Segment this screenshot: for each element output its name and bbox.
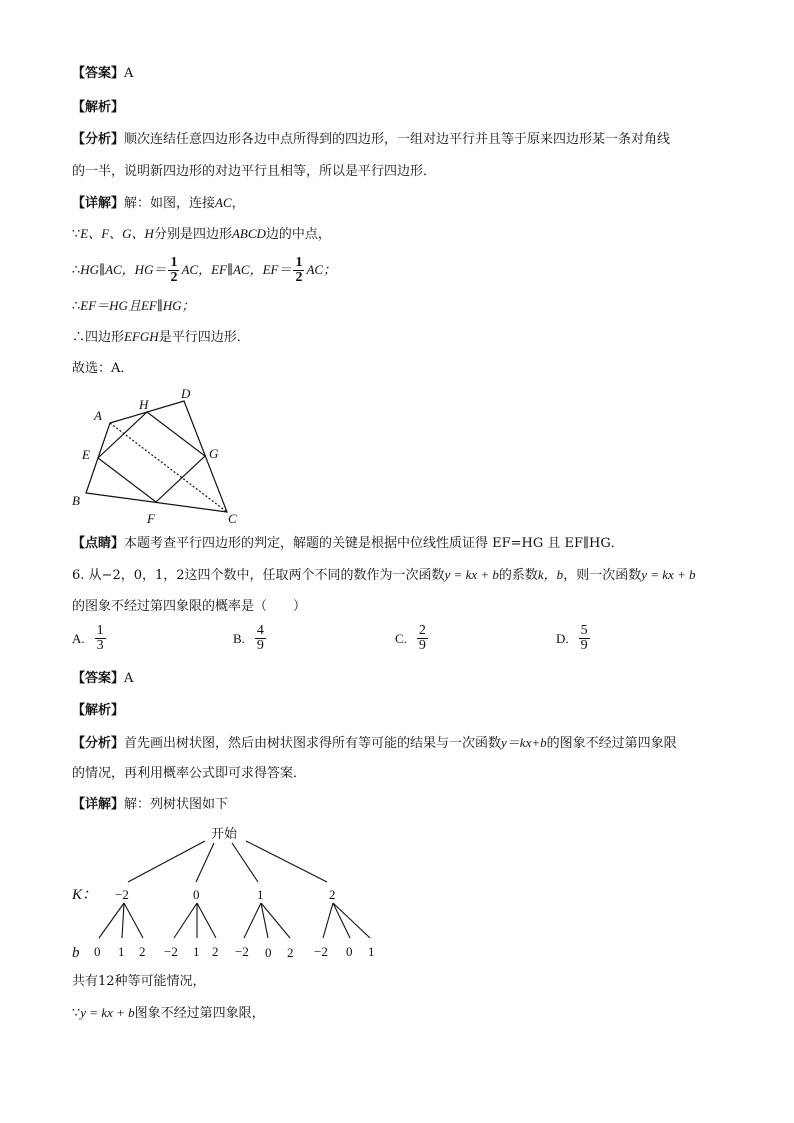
analysis-heading: 【解析】 (72, 100, 125, 115)
tree-branch-k3-b2 (261, 903, 268, 938)
frac-den: 2 (170, 270, 178, 285)
therefore-symbol: ∴ (72, 263, 81, 278)
tree-k4: 2 (329, 887, 336, 902)
label-A: A (94, 408, 102, 423)
therefore-symbol-2: ∴ (72, 299, 81, 314)
tree-branch-k4-b3 (333, 903, 370, 938)
label-B: B (72, 493, 80, 508)
q6-number: 6. (72, 568, 85, 583)
frac-num: 1 (170, 255, 178, 270)
tree-branch-root-k3 (232, 843, 258, 882)
label-C: C (228, 511, 237, 526)
option-b-label: B. (233, 630, 245, 646)
label-H: H (139, 397, 149, 412)
option-a-label: A. (72, 630, 85, 646)
label-F: F (147, 511, 155, 526)
option-b-den: 9 (256, 638, 264, 653)
conclusion-pre: 四边形 (85, 330, 125, 345)
q6-coef: k，b (537, 567, 564, 582)
tree-branch-k4-b2 (333, 903, 350, 938)
tree-branch-k2-b1 (174, 903, 197, 938)
quad-name: ABCD (231, 226, 266, 241)
total-line: 共有12种等可能情况， (72, 974, 206, 989)
tree-branch-k1-b2 (122, 903, 124, 938)
tree-branch-k1-b1 (99, 903, 124, 938)
tree-b4-2: 0 (346, 944, 353, 959)
tree-branch-k3-b1 (244, 903, 261, 938)
tree-k-label: K： (72, 887, 98, 903)
eq-part1: HG∥AC，HG＝ (80, 262, 167, 277)
q6-fenxi-b: 的图象不经过第四象限 (546, 736, 677, 751)
comment-tag: 【点睛】 (72, 536, 125, 551)
option-b-num: 4 (256, 623, 264, 638)
tree-b1-2: 1 (118, 944, 125, 959)
fenxi-tag: 【分析】 (72, 132, 125, 147)
q6-stem-a: 从−2，0，1，2这四个数中，任取两个不同的数作为一次函数 (88, 568, 445, 583)
option-c-num: 2 (418, 623, 426, 638)
tree-branch-k4-b1 (323, 903, 333, 938)
points-end: 边的中点， (265, 227, 331, 242)
option-c-label: C. (395, 630, 407, 646)
tree-branch-k1-b3 (124, 903, 143, 938)
q6-answer-tag: 【答案】 (72, 671, 125, 686)
q6-final-text: 图象不经过第四象限， (134, 1006, 265, 1021)
option-d-den: 9 (580, 638, 588, 653)
eq-part3: AC； (306, 262, 337, 277)
tree-b3-3: 2 (287, 945, 294, 960)
points-text: E、F、G、H (80, 226, 154, 241)
option-a-num: 1 (96, 623, 104, 638)
answer-tag: 【答案】 (72, 66, 125, 81)
tree-branch-k2-b3 (197, 903, 216, 938)
final-line (72, 1004, 265, 1023)
option-d-label: D. (556, 630, 569, 646)
label-E: E (82, 447, 90, 462)
tree-k3: 1 (257, 887, 264, 902)
option-a-den: 3 (96, 638, 104, 653)
q6-detail-text: 解：列树状图如下 (124, 797, 229, 812)
q6-detail-tag: 【详解】 (72, 797, 125, 812)
q6-analysis-heading: 【解析】 (72, 703, 125, 718)
q6-fenxi-func: y＝kx+b (501, 735, 547, 750)
tree-root: 开始 (211, 826, 238, 841)
q6-func: y = kx + b (444, 567, 499, 582)
conclusion-var: EFGH (124, 329, 159, 344)
tree-branch-root-k2 (196, 843, 214, 882)
comment-text: 本题考查平行四边形的判定，解题的关键是根据中位线性质证得 EF=HG 且 EF∥HG． (124, 536, 624, 551)
eq-part2: AC，EF∥AC，EF＝ (181, 262, 292, 277)
q6-fenxi-tag: 【分析】 (72, 736, 125, 751)
tree-b2-3: 2 (212, 944, 219, 959)
tree-b3-1: −2 (235, 944, 249, 959)
detail-intro: 解：如图，连接 (124, 196, 216, 211)
tree-k2: 0 (193, 887, 200, 902)
fenxi-text: 顺次连结任意四边形各边中点所得到的四边形，一组对边平行并且等于原来四边形某一条对角线 (124, 132, 671, 147)
q6-fenxi-a: 首先画出树状图，然后由树状图求得所有等可能的结果与一次函数 (124, 736, 502, 751)
points-mid: 分别是四边形 (153, 227, 232, 242)
tree-b2-2: 1 (193, 944, 200, 959)
tree-branch-root-k4 (246, 841, 327, 882)
conclusion-text1: EF＝HG且EF∥HG； (80, 298, 195, 313)
frac-den-2: 2 (295, 270, 303, 285)
tree-branch-k3-b3 (261, 903, 290, 938)
tree-b4-3: 1 (368, 944, 375, 959)
tree-b3-2: 0 (265, 945, 272, 960)
therefore-symbol-3: ∴ (72, 330, 86, 345)
q6-final-func: y = kx + b (80, 1005, 135, 1020)
tree-k1: −2 (115, 887, 129, 902)
frac-num-2: 1 (295, 255, 303, 270)
q6-stem-line2: 的图象不经过第四象限的概率是（ ） (72, 599, 307, 614)
label-G: G (209, 446, 219, 461)
answer-value: A (124, 66, 134, 81)
detail-tag: 【详解】 (72, 196, 125, 211)
tree-b-label: b (72, 945, 80, 961)
q6-stem-b: 的系数 (498, 568, 538, 583)
tree-b2-1: −2 (164, 944, 178, 959)
because-symbol: ∵ (72, 227, 81, 242)
q6-fenxi-line2: 的情况，再利用概率公式即可求得答案． (72, 766, 307, 781)
option-d-num: 5 (580, 623, 588, 638)
tree-b1-1: 0 (94, 944, 101, 959)
option-c-den: 9 (418, 638, 426, 653)
tree-b4-1: −2 (314, 944, 328, 959)
detail-var: AC (215, 195, 232, 210)
label-D: D (181, 386, 191, 401)
fenxi-line2: 的一半，说明新四边形的对边平行且相等，所以是平行四边形． (72, 164, 437, 179)
detail-end: ， (231, 196, 245, 211)
tree-branch-root-k1 (128, 841, 205, 882)
q6-func-2: y = kx + b (641, 567, 696, 582)
conclusion-post: 是平行四边形． (158, 330, 250, 345)
q6-because-symbol: ∵ (72, 1006, 81, 1021)
q6-stem-c: ，则一次函数 (563, 568, 642, 583)
tree-b1-3: 2 (139, 944, 146, 959)
choose-line: 故选：A． (72, 361, 134, 376)
q6-answer-value: A (124, 671, 134, 686)
